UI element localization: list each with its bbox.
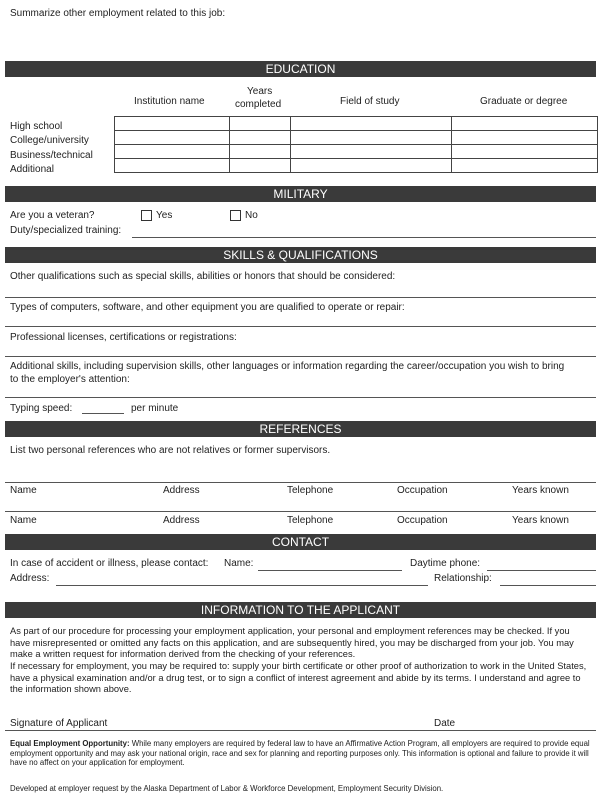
edu-col-completed: completed [235,99,282,110]
edu-cell[interactable] [452,145,598,159]
additional-skills-label-1: Additional skills, including supervision skills, other languages or information regarding the career/occupation you wish to bring [10,361,565,372]
eeo-title: Equal Employment Opportunity: [10,739,130,748]
additional-skills-field[interactable] [5,397,596,398]
reference-2-field[interactable] [5,511,596,512]
info-header: INFORMATION TO THE APPLICANT [5,602,596,618]
skills-header: SKILLS & QUALIFICATIONS [5,247,596,263]
daytime-phone-label: Daytime phone: [410,558,481,569]
other-qualifications-label: Other qualifications such as special skills, abilities or honors that should be considered: [10,271,396,282]
edu-cell[interactable] [115,131,230,145]
licenses-field[interactable] [5,356,596,357]
signature-label: Signature of Applicant [10,718,108,729]
info-paragraph-2: If necessary for employment, you may be required to: supply your birth certificate or other proof of authorization to work in the United States, have a physical examination and/or a drug test, or to sign a conflict of interest agreement and abide by its terms. I understand and agree to the information shown above. [10,661,587,695]
computers-field[interactable] [5,326,596,327]
edu-cell[interactable] [291,117,452,131]
contact-header: CONTACT [5,534,596,550]
contact-address-field[interactable] [56,585,428,586]
other-qualifications-field[interactable] [5,297,596,298]
typing-speed-label: Typing speed: [10,403,73,414]
ref1-col-name: Name [10,485,37,496]
edu-row-label: Additional [10,164,54,175]
edu-cell[interactable] [230,145,291,159]
military-header: MILITARY [5,186,596,202]
info-paragraph-1: As part of our procedure for processing your employment application, your personal and employment references may be checked. If you have misrepresented or omitted any facts on this application, and are subsequently hired, you may be discharged from your job. You may make a written request for information derived from the checking of your references. [10,626,574,660]
ref2-col-address: Address [163,515,200,526]
table-row [115,159,598,173]
duty-training-field[interactable] [132,237,596,238]
references-header: REFERENCES [5,421,596,437]
veteran-yes-checkbox[interactable] [141,210,152,221]
table-row [115,117,598,131]
edu-cell[interactable] [452,131,598,145]
typing-speed-unit: per minute [131,403,179,414]
ref2-col-name: Name [10,515,37,526]
accident-contact-label: In case of accident or illness, please contact: [10,558,209,569]
ref1-col-occupation: Occupation [397,485,448,496]
ref1-col-address: Address [163,485,200,496]
edu-row-label: High school [10,121,63,132]
references-instructions: List two personal references who are not relatives or former supervisors. [10,445,331,456]
edu-cell[interactable] [291,159,452,173]
edu-col-years: Years [247,86,273,97]
date-label: Date [434,718,456,729]
summarize-employment-label: Summarize other employment related to this job: [10,8,226,19]
veteran-no-checkbox[interactable] [230,210,241,221]
footer-note: Developed at employer request by the Alaska Department of Labor & Workforce Development, Employment Security Division. [10,784,444,793]
table-row [115,131,598,145]
reference-1-field[interactable] [5,482,596,483]
contact-name-label: Name: [224,558,254,569]
table-row [115,145,598,159]
additional-skills-label-2: to the employer's attention: [10,374,130,385]
veteran-no-label: No [245,210,258,221]
eeo-text: While many employers are required by federal law to have an Affirmative Action Program, all employers are required to provide equal employment opportunity and may ask your national origin, race and sex for planning and reporting purposes only. This information is optional and failure to provide it will have no affect on your application for employment. [10,739,590,768]
relationship-label: Relationship: [434,573,492,584]
edu-cell[interactable] [452,159,598,173]
education-table [114,116,598,173]
daytime-phone-field[interactable] [487,570,596,571]
edu-col-institution: Institution name [134,96,205,107]
ref1-col-years: Years known [512,485,569,496]
ref2-col-telephone: Telephone [287,515,334,526]
contact-address-label: Address: [10,573,50,584]
contact-name-field[interactable] [258,570,402,571]
veteran-yes-label: Yes [156,210,173,221]
licenses-label: Professional licenses, certifications or registrations: [10,332,237,343]
education-header: EDUCATION [5,61,596,77]
edu-cell[interactable] [230,131,291,145]
ref2-col-occupation: Occupation [397,515,448,526]
edu-cell[interactable] [115,117,230,131]
edu-cell[interactable] [291,145,452,159]
edu-cell[interactable] [115,159,230,173]
ref1-col-telephone: Telephone [287,485,334,496]
eeo-statement [10,739,592,768]
typing-speed-field[interactable] [82,413,124,414]
edu-col-field: Field of study [340,96,400,107]
edu-row-label: College/university [10,135,89,146]
edu-cell[interactable] [291,131,452,145]
edu-cell[interactable] [115,145,230,159]
edu-col-degree: Graduate or degree [480,96,568,107]
signature-line[interactable] [5,730,596,731]
relationship-field[interactable] [500,585,596,586]
duty-training-label: Duty/specialized training: [10,225,122,236]
computers-label: Types of computers, software, and other equipment you are qualified to operate or repair: [10,302,405,313]
edu-cell[interactable] [230,117,291,131]
veteran-label: Are you a veteran? [10,210,95,221]
ref2-col-years: Years known [512,515,569,526]
edu-cell[interactable] [230,159,291,173]
edu-cell[interactable] [452,117,598,131]
edu-row-label: Business/technical [10,150,93,161]
